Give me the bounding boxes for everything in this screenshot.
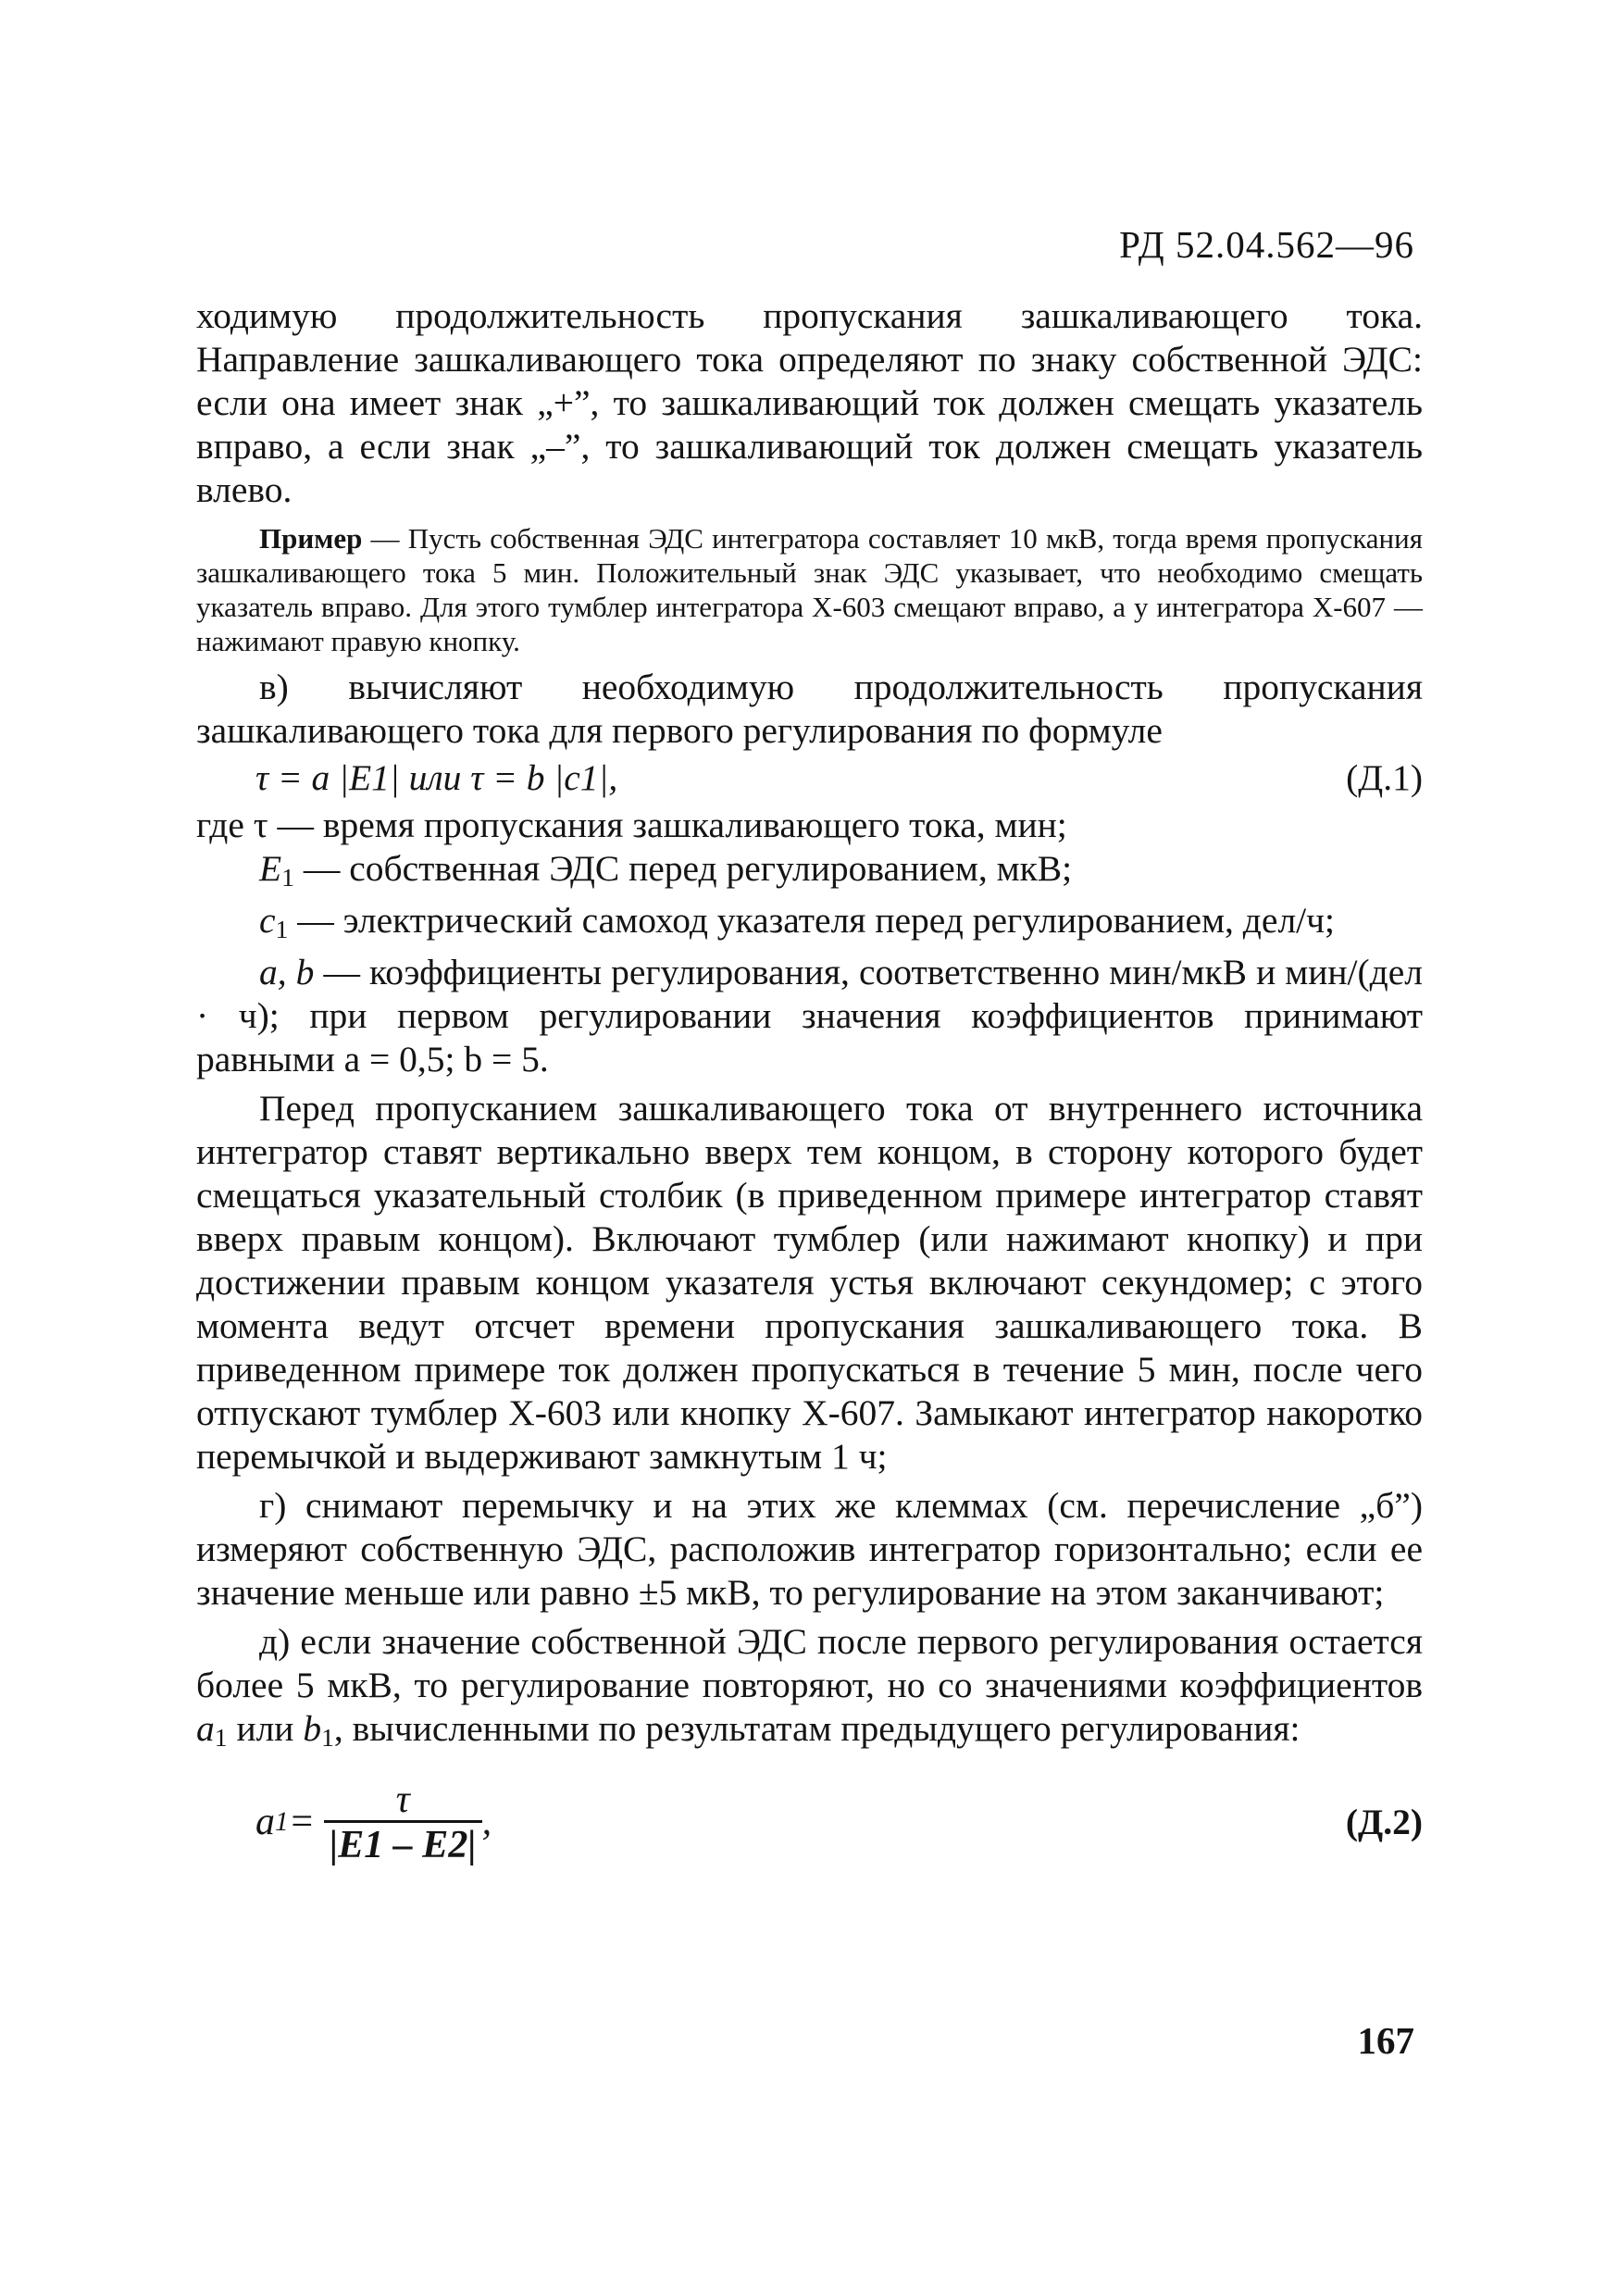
paragraph-before-current: Перед пропусканием зашкаливающего тока от внутреннего источника интегратор ставят вертикально вверх тем концом, в сторону которого будет смещаться указательный столбик (в приведенном примере интегратор ставят вверх правым концом). Включают тумблер (или нажимают кнопку) и при достижении правым концом указателя устья включают секундомер; с этого момента ведут отсчет времени пропускания зашкаливающего тока. В приведенном примере ток должен пропускаться в течение 5 мин, после чего отпускают тумблер Х-603 или кнопку Х-607. Замыкают интегратор накоротко перемычкой и выдерживают замкнутым 1 ч; — [196, 1088, 1423, 1477]
formula-d1-expression: τ = a |E1| или τ = b |c1|, — [255, 757, 618, 798]
var-ab: a, b — [259, 952, 315, 992]
definition-c1 — [196, 899, 1423, 951]
var-b1: b — [303, 1708, 322, 1749]
item-d-start: д) если значение собственной ЭДС после первого регулирования остается более 5 мкВ, то регулирование повторяют, но со значениями коэффициентов — [196, 1621, 1423, 1705]
definition-e1 — [196, 847, 1423, 899]
item-g: г) снимают перемычку и на этих же клеммах (см. перечисление „б”) измеряют собственную ЭДС, расположив интегратор горизонтально; если ее значение меньше или равно ±5 мкВ, то регулирование на этом заканчивают; — [196, 1485, 1423, 1613]
var-e: E — [259, 848, 282, 889]
example-note — [196, 521, 1423, 658]
var-c: c — [259, 900, 276, 941]
definition-c1-text: — электрический самоход указателя перед регулированием, дел/ч; — [288, 900, 1335, 941]
formula-d2-lhs: a — [255, 1801, 275, 1843]
formula-d1 — [196, 756, 1423, 800]
formula-d2-denominator: |E1 – E2| — [324, 1820, 482, 1866]
item-v: в) вычисляют необходимую продолжительность пропускания зашкаливающего тока для первого регулирования по формуле — [196, 667, 1423, 751]
definition-e1-text: — собственная ЭДС перед регулированием, мкВ; — [293, 848, 1073, 889]
definition-ab-text: — коэффициенты регулирования, соответственно мин/мкВ и мин/(дел · ч); при первом регулировании значения коэффициентов принимают равными a = 0,5; b = 5. — [196, 952, 1424, 1079]
formula-d2-label: (Д.2) — [1345, 1802, 1423, 1842]
document-code: РД 52.04.562—96 — [1119, 223, 1414, 266]
var-e-sub: 1 — [281, 863, 294, 892]
formula-d2-expression — [255, 1779, 492, 1866]
formula-d2-eq: = — [288, 1801, 316, 1843]
formula-d1-label: (Д.1) — [1346, 757, 1423, 798]
var-a1: a — [196, 1708, 215, 1749]
definition-tau: где τ — время пропускания зашкаливающего тока, мин; — [196, 805, 1067, 845]
var-c-sub: 1 — [275, 915, 289, 943]
example-label: Пример — [259, 522, 363, 555]
var-b1-sub: 1 — [321, 1723, 334, 1752]
formula-d2-numerator: τ — [395, 1778, 410, 1821]
formula-d2-tail: , — [481, 1801, 492, 1843]
definition-ab — [196, 951, 1423, 1081]
formula-d2-lhs-sub: 1 — [275, 1807, 289, 1837]
formula-d2 — [196, 1779, 1423, 1866]
var-a1-sub: 1 — [214, 1723, 228, 1752]
item-d-end: , вычисленными по результатам предыдущего регулирования: — [333, 1708, 1301, 1749]
item-d — [196, 1620, 1423, 1759]
paragraph-continuation: ходимую продолжительность пропускания зашкаливающего тока. Направление зашкаливающего тока определяют по знаку собственной ЭДС: если она имеет знак „+”, то зашкаливающий ток должен смещать указатель вправо, а если знак „–”, то зашкаливающий ток должен смещать указатель влево. — [196, 295, 1423, 510]
page-number: 167 — [1357, 2019, 1414, 2062]
item-d-or: или — [227, 1708, 304, 1749]
formula-d2-fraction — [324, 1779, 482, 1866]
main-text — [196, 294, 1423, 1866]
example-text: — Пусть собственная ЭДС интегратора составляет 10 мкВ, тогда время пропускания зашкаливающего тока 5 мин. Положительный знак ЭДС указывает, что необходимо смещать указатель вправо. Для этого тумблер интегратора Х-603 смещают вправо, а у интегратора Х-607 — нажимают правую кнопку. — [196, 522, 1423, 657]
